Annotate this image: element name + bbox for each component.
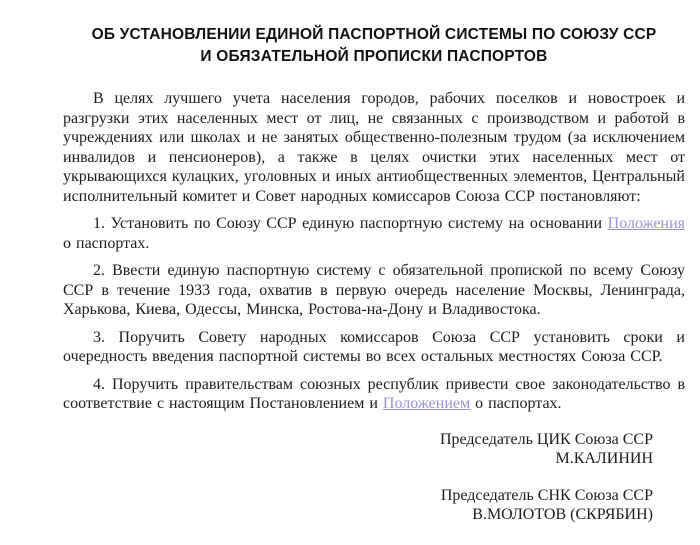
decree-item-1-text: 1. Установить по Союзу ССР единую паспортную систему на основании — [93, 215, 608, 232]
signature-block-cik — [63, 430, 685, 469]
decree-item-1 — [63, 214, 685, 253]
signature-block-snk — [63, 486, 685, 525]
decree-item-4-text-after: о паспортах. — [470, 395, 562, 412]
signatory-role-snk: Председатель СНК Союза ССР — [440, 486, 653, 504]
signatory-role-cik: Председатель ЦИК Союза ССР — [439, 430, 653, 448]
polozheniem-link[interactable]: Положением — [382, 395, 471, 412]
intro-paragraph: В целях лучшего учета населения городов, рабочих поселков и новостроек и разгрузки этих населенных мест от лиц, не связанных с производством и работой в учреждениях или школах и не занятых общественно-полезным трудом (за исключением инвалидов и пенсионеров), а также в целях очистки этих населенных мест от укрывающихся кулацких, уголовных и иных антиобщественных элементов, Центральный исполнительный комитет и Совет народных комиссаров Союза ССР постановляют: — [63, 90, 685, 205]
decree-item-4 — [63, 375, 685, 414]
signatory-name-kalinin: М.КАЛИНИН — [555, 450, 653, 467]
polozheniya-link[interactable]: Положения — [607, 215, 685, 232]
document-title-line2: И ОБЯЗАТЕЛЬНОЙ ПРОПИСКИ ПАСПОРТОВ — [200, 48, 548, 65]
document-title-line1: ОБ УСТАНОВЛЕНИИ ЕДИНОЙ ПАСПОРТНОЙ СИСТЕМЫ ПО СОЮЗУ ССР — [91, 26, 657, 43]
decree-item-2: 2. Ввести единую паспортную систему с обязательной пропиской по всему Союзу ССР в течение 1933 года, охватив в первую очередь население Москвы, Ленинграда, Харькова, Киева, Одессы, Минска, Ростова-на-Дону и Владивостока. — [63, 262, 685, 318]
signatory-name-molotov: В.МОЛОТОВ (СКРЯБИН) — [472, 506, 653, 523]
decree-item-4-text: 4. Поручить правительствам союзных республик привести свое законодательство в соответствие с настоящим Постановлением и — [63, 375, 685, 412]
decree-item-1-text-after: о паспортах. — [63, 234, 150, 252]
decree-item-3: 3. Поручить Совету народных комиссаров Союза ССР установить сроки и очередность введения паспортной системы во всех остальных местностях Союза ССР. — [63, 328, 685, 365]
document-title — [63, 24, 685, 68]
